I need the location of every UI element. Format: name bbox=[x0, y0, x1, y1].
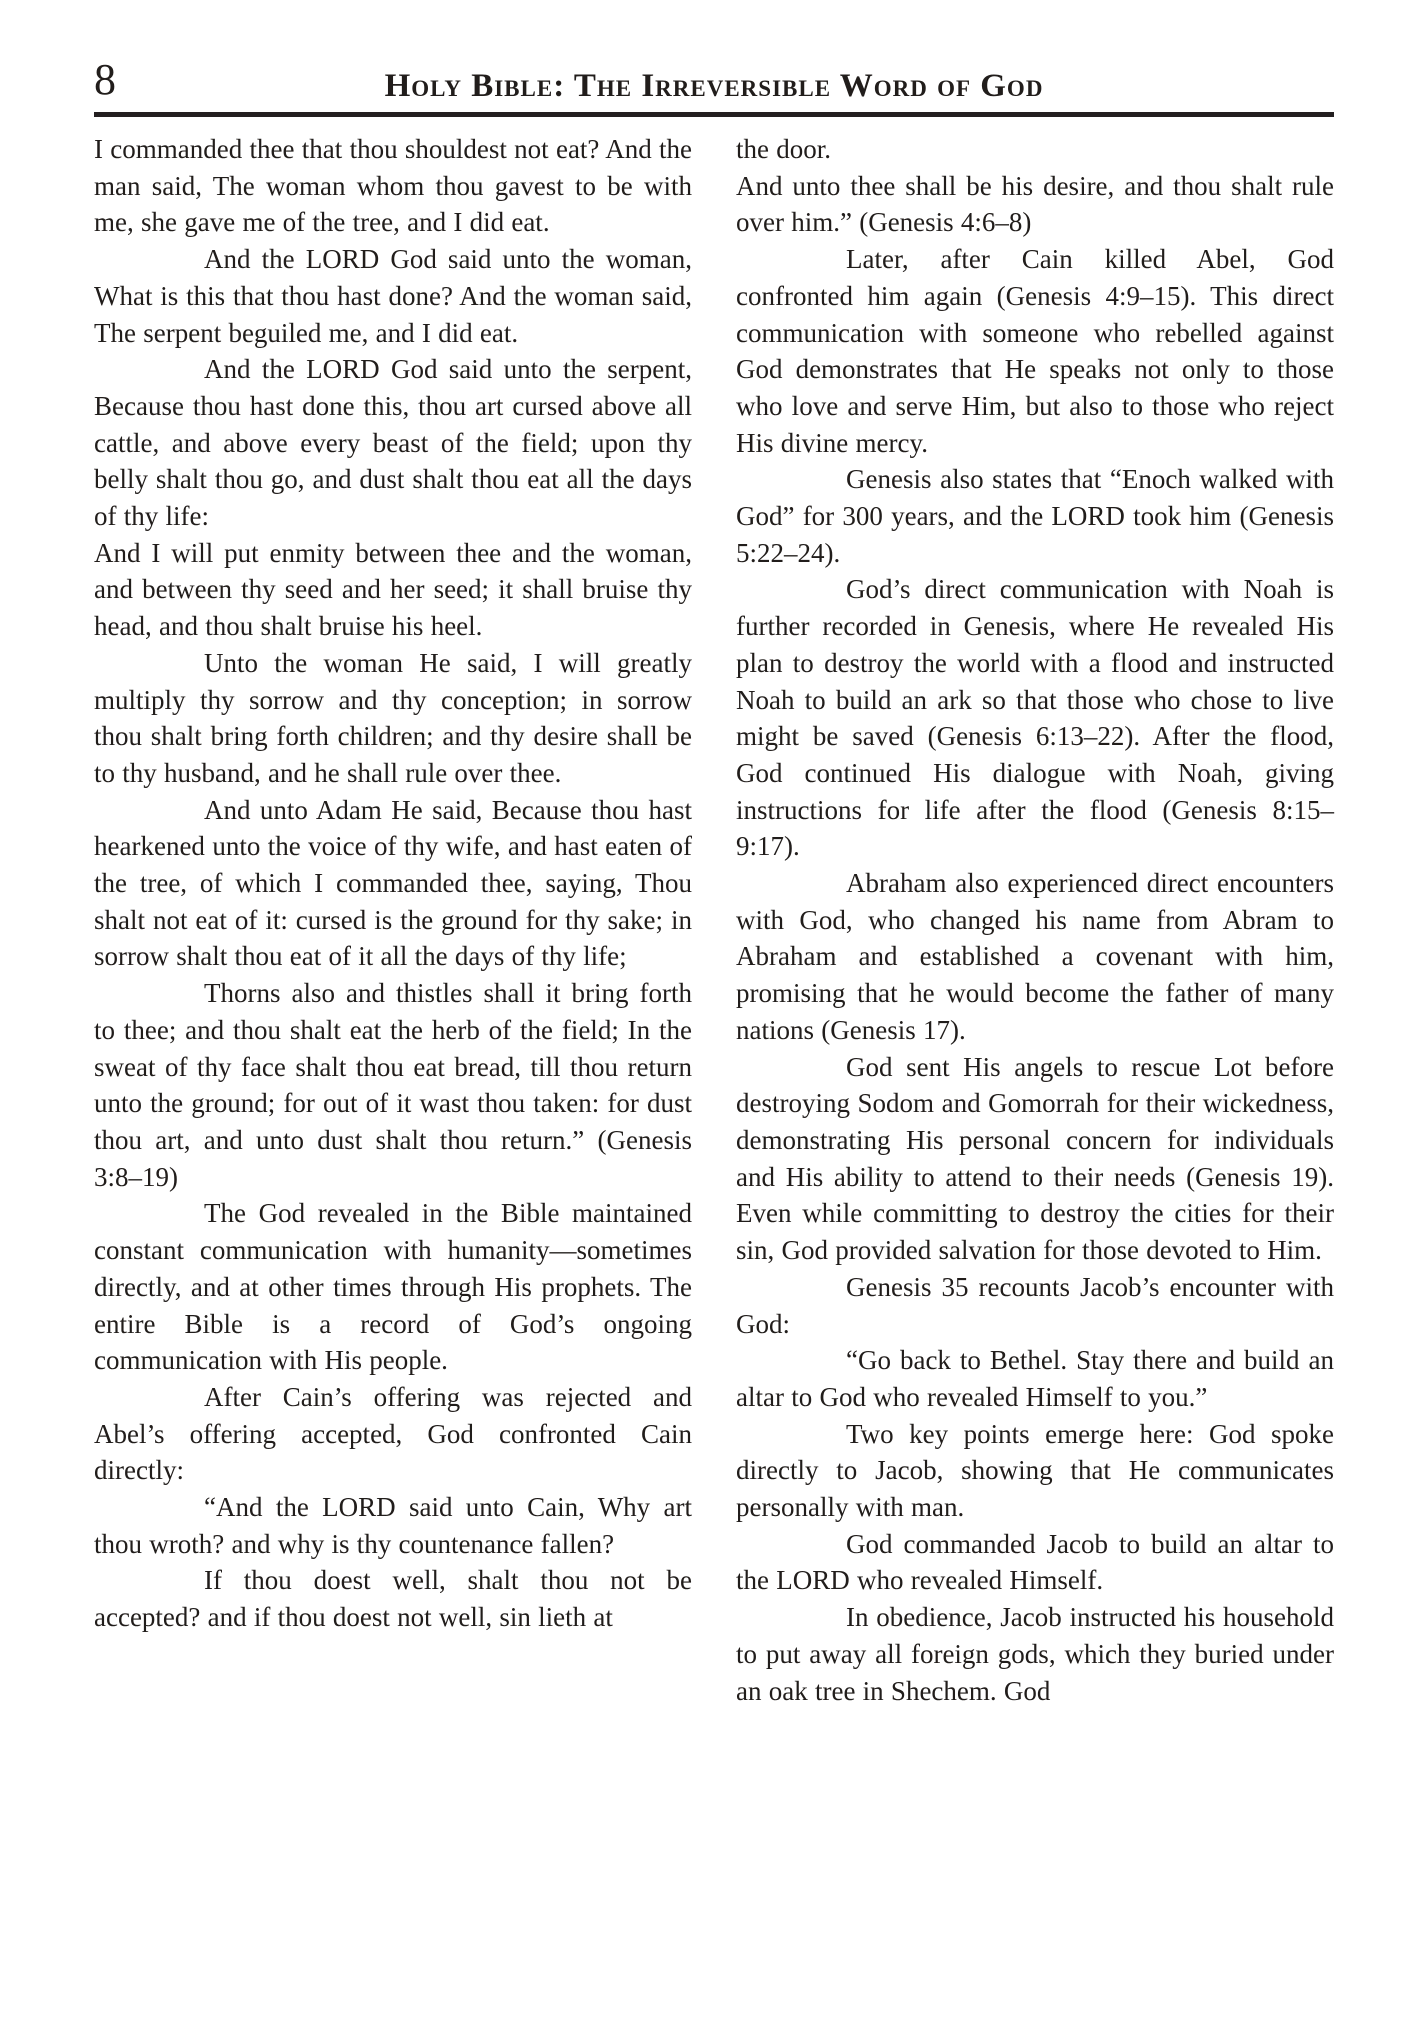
paragraph-right-2: Later, after Cain killed Abel, God confronted him again (Genesis 4:9–15). This direct communication with someone who rebelled against God demonstrates that He speaks not only to those who love and serve Him, but also to those who reject His divine mercy. bbox=[736, 244, 1334, 458]
left-column bbox=[94, 131, 692, 1709]
paragraph-right-9: Two key points emerge here: God spoke directly to Jacob, showing that He communicates personally with man. bbox=[736, 1418, 1334, 1523]
paragraph-left-9: “And the LORD said unto Cain, Why art thou wroth? and why is thy countenance fallen? bbox=[94, 1492, 692, 1559]
text-columns bbox=[94, 131, 1334, 1709]
right-column bbox=[736, 131, 1334, 1709]
paragraph-right-4: God’s direct communication with Noah is further recorded in Genesis, where He revealed His plan to destroy the world with a flood and instructed Noah to build an ark so that those who chose to live might be saved (Genesis 6:13–22). After the flood, God continued His dialogue with Noah, giving instructions for life after the flood (Genesis 8:15–9:17). bbox=[736, 574, 1334, 862]
paragraph-left-5: And unto Adam He said, Because thou hast hearkened unto the voice of thy wife, and hast eaten of the tree, of which I commanded thee, saying, Thou shalt not eat of it: cursed is the ground for thy sake; in sorrow shalt thou eat of it all the days of thy life; bbox=[94, 794, 692, 972]
page-title: Holy Bible: The Irreversible Word of God bbox=[384, 68, 1044, 104]
paragraph-right-11: In obedience, Jacob instructed his household to put away all foreign gods, which they buried under an oak tree in Shechem. God bbox=[736, 1602, 1334, 1706]
paragraph-left-4: Unto the woman He said, I will greatly multiply thy sorrow and thy conception; in sorrow thou shalt bring forth children; and thy desire shall be to thy husband, and he shall rule over thee. bbox=[94, 647, 692, 788]
paragraph-left-10: If thou doest well, shalt thou not be accepted? and if thou doest not well, sin lieth at bbox=[94, 1565, 692, 1633]
paragraph-right-6: God sent His angels to rescue Lot before destroying Sodom and Gomorrah for their wickedness, demonstrating His personal concern for individuals and His ability to attend to their needs (Genesis 19). Even while committing to destroy the cities for their sin, God provided salvation for those devoted to Him. bbox=[736, 1051, 1334, 1266]
paragraph-left-0: I commanded thee that thou shouldest not eat? And the man said, The woman whom thou gavest to be with me, she gave me of the tree, and I did eat. bbox=[94, 134, 692, 238]
header-divider-rule bbox=[94, 112, 1334, 117]
paragraph-right-7: Genesis 35 recounts Jacob’s encounter with God: bbox=[736, 1271, 1334, 1339]
paragraph-left-1: And the LORD God said unto the woman, What is this that thou hast done? And the woman said, The serpent beguiled me, and I did eat. bbox=[94, 244, 692, 348]
paragraph-right-1: And unto thee shall be his desire, and thou shalt rule over him.” (Genesis 4:6–8) bbox=[736, 170, 1334, 238]
paragraph-right-8: “Go back to Bethel. Stay there and build an altar to God who revealed Himself to you.” bbox=[736, 1345, 1334, 1412]
paragraph-right-0: the door. bbox=[736, 134, 831, 164]
paragraph-left-8: After Cain’s offering was rejected and Abel’s offering accepted, God confronted Cain directly: bbox=[94, 1381, 692, 1486]
paragraph-right-5: Abraham also experienced direct encounters with God, who changed his name from Abram to Abraham and established a covenant with him, promising that he would become the father of many nations (Genesis 17). bbox=[736, 868, 1334, 1045]
paragraph-right-3: Genesis also states that “Enoch walked with God” for 300 years, and the LORD took him (Genesis 5:22–24). bbox=[736, 464, 1334, 568]
paragraph-left-6: Thorns also and thistles shall it bring forth to thee; and thou shalt eat the herb of the field; In the sweat of thy face shalt thou eat bread, till thou return unto the ground; for out of it wast thou taken: for dust thou art, and unto dust shalt thou return.” (Genesis 3:8–19) bbox=[94, 978, 692, 1192]
page-number: 8 bbox=[94, 55, 116, 104]
paragraph-left-3: And I will put enmity between thee and the woman, and between thy seed and her seed; it shall bruise thy head, and thou shalt bruise his heel. bbox=[94, 537, 692, 642]
paragraph-left-7: The God revealed in the Bible maintained constant communication with humanity—sometimes directly, and at other times through His prophets. The entire Bible is a record of God’s ongoing communication with His people. bbox=[94, 1198, 692, 1376]
paragraph-left-2: And the LORD God said unto the serpent, Because thou hast done this, thou art cursed above all cattle, and above every beast of the field; upon thy belly shalt thou go, and dust shalt thou eat all the days of thy life: bbox=[94, 354, 692, 532]
paragraph-right-10: God commanded Jacob to build an altar to the LORD who revealed Himself. bbox=[736, 1528, 1334, 1596]
